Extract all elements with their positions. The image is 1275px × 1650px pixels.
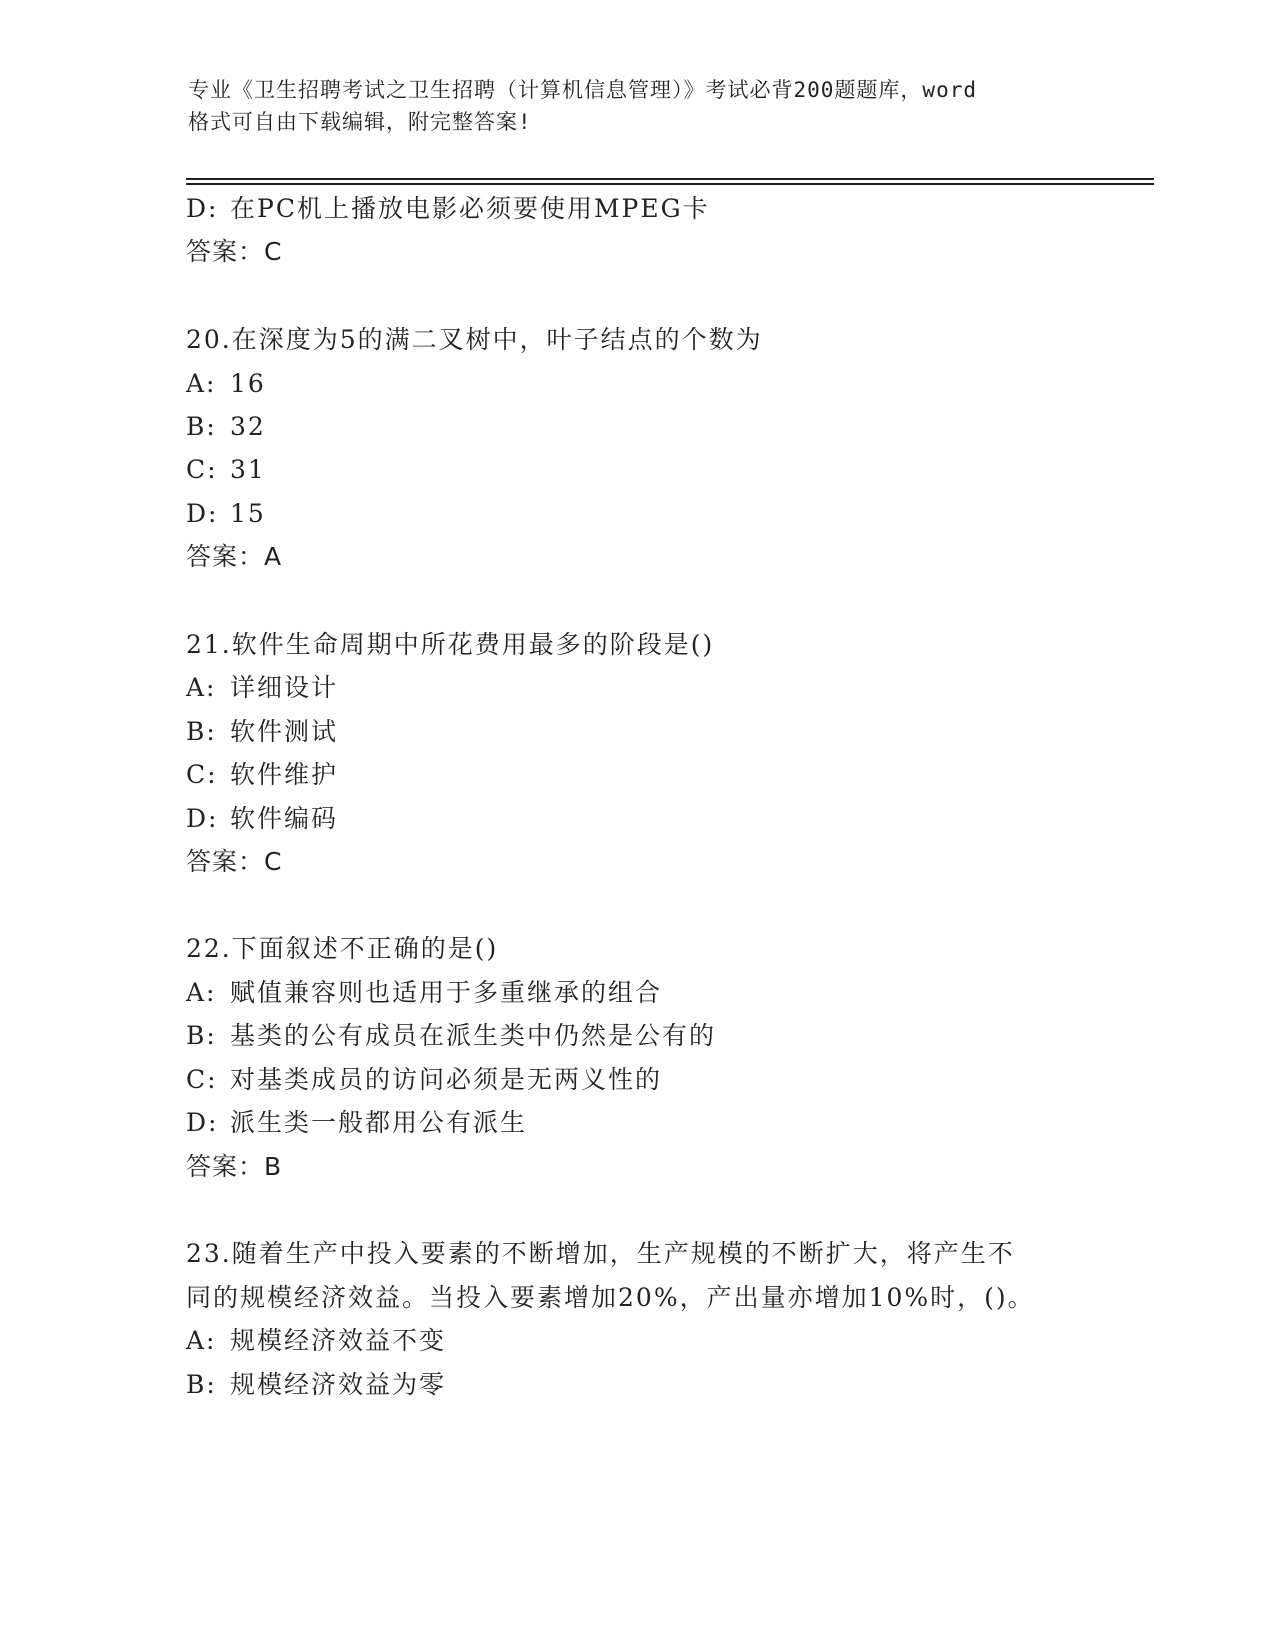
option-letter: B:: [186, 412, 217, 441]
option-letter: D:: [186, 804, 219, 833]
option-text: 15: [230, 499, 266, 528]
header-rule-top: [186, 178, 1154, 180]
option-letter: A:: [186, 369, 217, 398]
option-text: 软件测试: [230, 717, 339, 746]
option-text: 赋值兼容则也适用于多重继承的组合: [230, 978, 663, 1007]
question-20-answer: 答案：A: [186, 542, 283, 571]
prev-answer: 答案：C: [186, 237, 283, 266]
option-letter: D:: [186, 499, 219, 528]
question-22-option-d: [186, 1107, 527, 1139]
question-22-option-b: [186, 1020, 716, 1052]
option-text: 对基类成员的访问必须是无两义性的: [230, 1065, 663, 1094]
option-letter: A:: [186, 978, 217, 1007]
option-letter: C:: [186, 1065, 218, 1094]
option-letter: B:: [186, 717, 217, 746]
option-text: 32: [230, 412, 266, 441]
option-text: 软件维护: [230, 760, 339, 789]
option-text: 在PC机上播放电影必须要使用MPEG卡: [230, 194, 710, 223]
option-letter: C:: [186, 455, 218, 484]
option-text: 基类的公有成员在派生类中仍然是公有的: [230, 1021, 717, 1050]
option-letter: D:: [186, 194, 219, 223]
option-text: 16: [230, 369, 266, 398]
question-21-option-a: [186, 672, 338, 704]
option-letter: D:: [186, 1108, 219, 1137]
option-letter: B:: [186, 1370, 217, 1399]
question-21-option-b: [186, 716, 338, 748]
question-21-option-c: [186, 759, 338, 791]
option-letter: B:: [186, 1021, 217, 1050]
question-20-option-c: [186, 454, 266, 486]
document-header: [188, 74, 1088, 138]
question-20-option-b: [186, 411, 266, 443]
question-22-stem: 22.下面叙述不正确的是(): [186, 934, 499, 963]
question-22-option-a: [186, 977, 662, 1009]
option-text: 派生类一般都用公有派生: [230, 1108, 528, 1137]
question-22-option-c: [186, 1064, 662, 1096]
prev-option-d: [186, 193, 710, 225]
question-20-option-a: [186, 368, 266, 400]
question-20-option-d: [186, 498, 266, 530]
question-22-answer: 答案：B: [186, 1152, 283, 1181]
question-21-answer: 答案：C: [186, 847, 283, 876]
option-text: 31: [230, 455, 266, 484]
option-letter: A:: [186, 673, 217, 702]
option-letter: A:: [186, 1326, 217, 1355]
option-letter: C:: [186, 760, 218, 789]
option-text: 规模经济效益为零: [230, 1370, 447, 1399]
question-21-option-d: [186, 803, 338, 835]
question-21-stem: 21.软件生命周期中所花费用最多的阶段是(): [186, 630, 715, 659]
header-rule-bottom: [186, 183, 1154, 185]
question-23-option-a: [186, 1325, 446, 1357]
header-line-1: 专业《卫生招聘考试之卫生招聘（计算机信息管理）》考试必背200题题库，word: [188, 78, 977, 102]
header-line-2: 格式可自由下载编辑，附完整答案!: [188, 110, 532, 134]
question-23-option-b: [186, 1369, 446, 1401]
option-text: 详细设计: [230, 673, 339, 702]
question-23-stem-line-1: 23.随着生产中投入要素的不断增加，生产规模的不断扩大，将产生不: [186, 1239, 1015, 1268]
question-23-stem-line-2: 同的规模经济效益。当投入要素增加20%，产出量亦增加10%时，()。: [186, 1283, 1035, 1312]
option-text: 规模经济效益不变: [230, 1326, 447, 1355]
option-text: 软件编码: [230, 804, 339, 833]
question-20-stem: 20.在深度为5的满二叉树中，叶子结点的个数为: [186, 325, 763, 354]
